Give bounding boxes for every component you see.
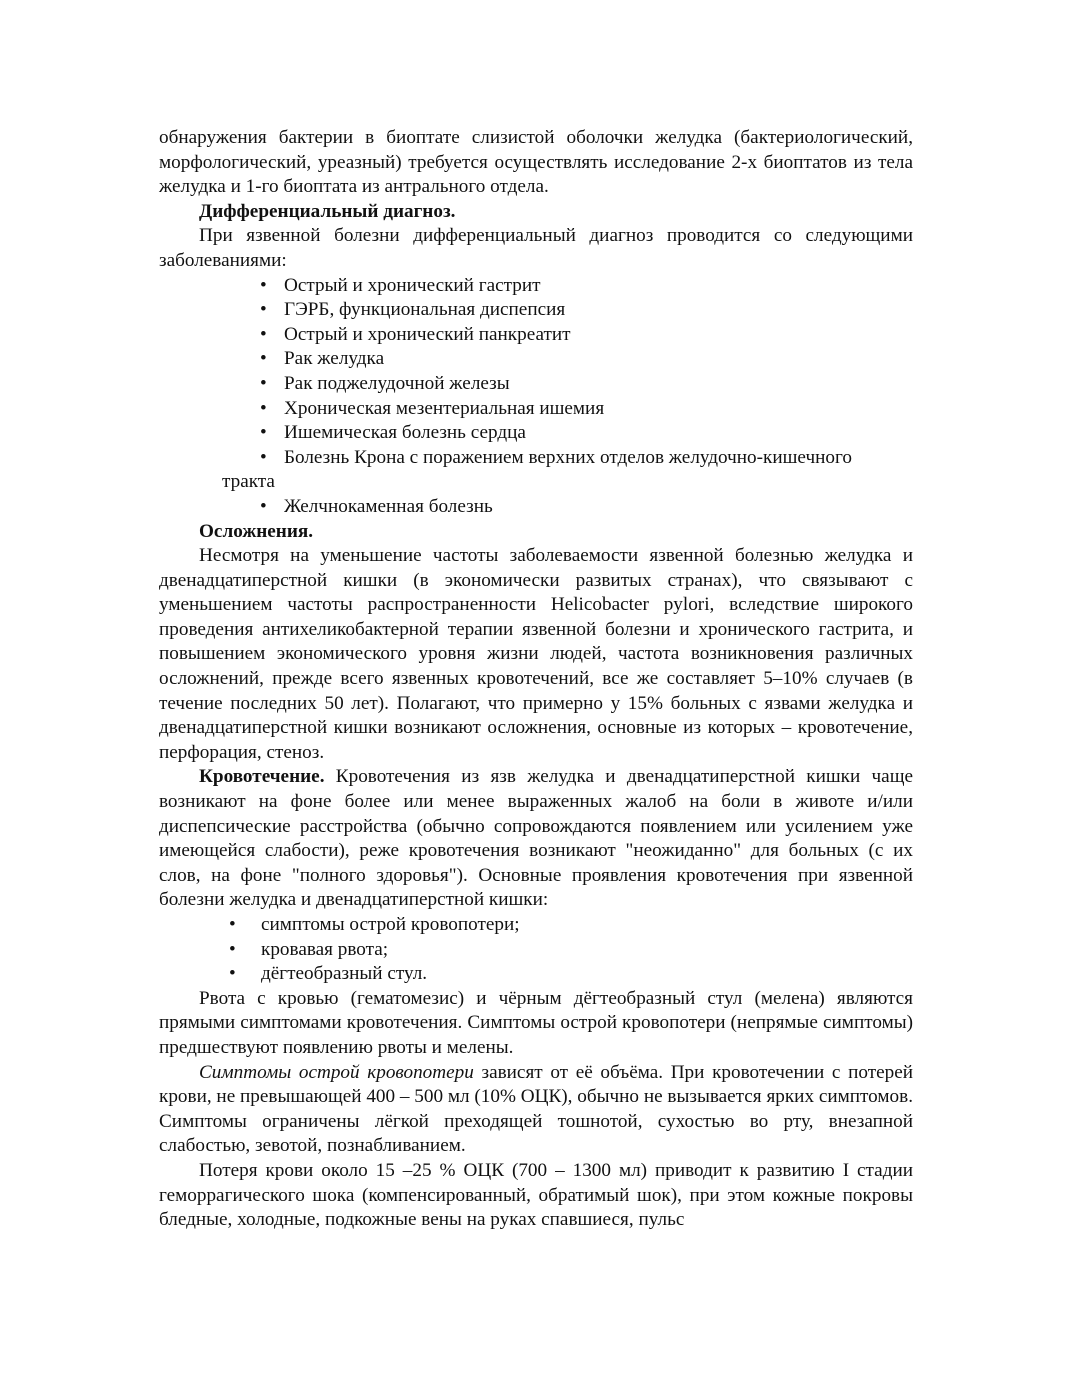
list-item bbox=[159, 323, 913, 348]
bullet-icon: • bbox=[260, 372, 267, 394]
list-item-text: дёгтеобразный стул. bbox=[261, 963, 428, 985]
differential-heading: Дифференциальный диагноз. bbox=[199, 200, 456, 222]
list-item-text: Острый и хронический гастрит bbox=[284, 274, 541, 296]
bleeding-text: Кровотечения из язв желудка и двенадцатиперстной кишки чаще возникают на фоне более или менее выраженных жалоб на боли в животе и/или диспепсические расстройства (обычно сопровождаются появлением или усилением уже имеющейся слабости), реже кровотечения возникают "неожиданно" для больных (с их слов, на фоне "полного здоровья"). Основные проявления кровотечения при язвенной болезни желудка и двенадцатиперстной кишки: bbox=[159, 766, 913, 911]
complications-heading: Осложнения. bbox=[199, 520, 314, 542]
blood-loss-symptoms-term: Симптомы острой кровопотери bbox=[199, 1061, 474, 1083]
list-item-text: Ишемическая болезнь сердца bbox=[284, 422, 526, 444]
list-item bbox=[159, 446, 913, 495]
intro-paragraph: обнаружения бактерии в биоптате слизистой оболочки желудка (бактериологический, морфологический, уреазный) требуется осуществлять исследование 2-х биоптатов из тела желудка и 1-го биоптата из антрального отдела. bbox=[159, 127, 913, 198]
bullet-icon: • bbox=[260, 495, 267, 517]
list-item bbox=[159, 347, 913, 372]
bullet-icon: • bbox=[260, 348, 267, 370]
list-item bbox=[159, 962, 913, 987]
list-item-text: Желчнокаменная болезнь bbox=[284, 495, 493, 517]
list-item-text: симптомы острой кровопотери; bbox=[261, 914, 520, 935]
bleeding-paragraph bbox=[159, 765, 913, 913]
list-item-text: Рак поджелудочной железы bbox=[284, 372, 510, 394]
bullet-icon: • bbox=[260, 323, 267, 345]
list-item-text: ГЭРБ, функциональная диспепсия bbox=[284, 299, 566, 321]
bullet-icon: • bbox=[260, 299, 267, 321]
bleeding-term: Кровотечение. bbox=[199, 766, 325, 788]
list-item bbox=[159, 421, 913, 446]
list-item-text: кровавая рвота; bbox=[261, 938, 389, 960]
list-item bbox=[159, 397, 913, 422]
blood-loss-symptoms-text: зависят от её объёма. При кровотечении с потерей крови, не превышающей 400 – 500 мл (10% ОЦК), обычно не вызывается ярких симптомов. Симптомы ограничены лёгкой преходящей тошнотой, сухостью во рту, внезапной слабостью, зевотой, познабливанием. bbox=[159, 1061, 913, 1157]
list-item-text: Острый и хронический панкреатит bbox=[284, 323, 571, 345]
bullet-icon: • bbox=[229, 938, 236, 960]
bullet-icon: • bbox=[229, 914, 236, 935]
shock-paragraph: Потеря крови около 15 –25 % ОЦК (700 – 1300 мл) приводит к развитию I стадии геморрагического шока (компенсированный, обратимый шок), при этом кожные покровы бледные, холодные, подкожные вены на руках спавшиеся, пульс bbox=[159, 1159, 913, 1231]
list-item bbox=[159, 298, 913, 323]
bullet-icon: • bbox=[260, 397, 267, 419]
list-item bbox=[159, 913, 913, 938]
list-item bbox=[159, 495, 913, 520]
differential-list bbox=[159, 274, 913, 520]
complications-paragraph: Несмотря на уменьшение частоты заболеваемости язвенной болезнью желудка и двенадцатиперстной кишки (в экономически развитых странах), что связывают с уменьшением частоты распространенности Helicobacter pylori, вследствие широкого проведения антихеликобактерной терапии язвенной болезни и хронического гастрита, и повышением экономического уровня жизни людей, частота возникновения различных осложнений, прежде всего язвенных кровотечений, все же составляет 5–10% случаев (в течение последних 50 лет). Полагают, что примерно у 15% больных с язвами желудка и двенадцатиперстной кишки возникают осложнения, основные из которых – кровотечение, перфорация, стеноз. bbox=[159, 545, 913, 763]
bullet-icon: • bbox=[260, 446, 267, 468]
hematemesis-paragraph: Рвота с кровью (гематомезис) и чёрным дёгтеобразный стул (мелена) являются прямыми симптомами кровотечения. Симптомы острой кровопотери (непрямые симптомы) предшествуют появлению рвоты и мелены. bbox=[159, 987, 913, 1058]
list-item-continuation: тракта bbox=[222, 471, 275, 493]
list-item bbox=[159, 372, 913, 397]
list-item-text: Рак желудка bbox=[284, 348, 385, 370]
bullet-icon: • bbox=[229, 963, 236, 985]
blood-loss-symptoms-paragraph bbox=[159, 1061, 913, 1159]
bullet-icon: • bbox=[260, 274, 267, 296]
list-item-text: Хроническая мезентериальная ишемия bbox=[284, 397, 605, 419]
bullet-icon: • bbox=[260, 422, 267, 444]
bleeding-list bbox=[159, 913, 913, 987]
document-page bbox=[159, 126, 913, 1233]
list-item bbox=[159, 938, 913, 963]
list-item bbox=[159, 274, 913, 299]
list-item-text: Болезнь Крона с поражением верхних отделов желудочно-кишечного bbox=[284, 446, 852, 468]
differential-lead: При язвенной болезни дифференциальный диагноз проводится со следующими заболеваниями: bbox=[159, 225, 913, 271]
